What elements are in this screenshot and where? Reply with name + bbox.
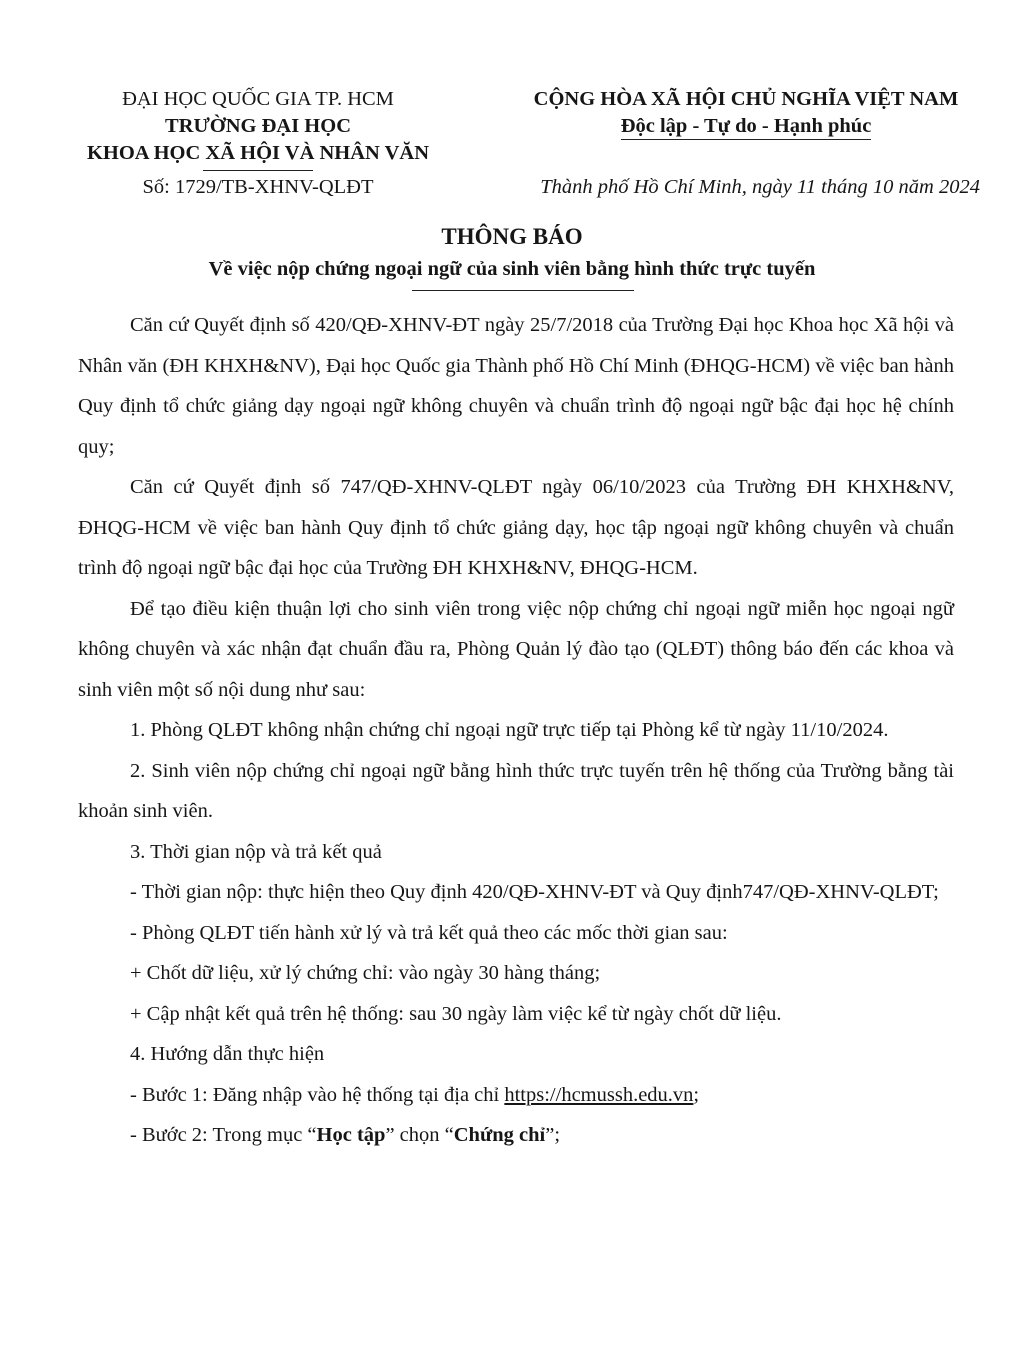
item-3-cutoff: + Chốt dữ liệu, xử lý chứng chỉ: vào ngày 30 hàng tháng;: [130, 962, 601, 984]
national-header-block: [506, 86, 986, 140]
document-subtitle: Về việc nộp chứng ngoại ngữ của sinh viên bằng hình thức trực tuyến: [208, 258, 816, 280]
agency-line-3: KHOA HỌC XÃ HỘI VÀ NHÂN VĂN: [86, 142, 430, 164]
paragraph-basis-420: Căn cứ Quyết định số 420/QĐ-XHNV-ĐT ngày 25/7/2018 của Trường Đại học Khoa học Xã hội và Nhân văn (ĐH KHXH&NV), Đại học Quốc gia Thành phố Hồ Chí Minh (ĐHQG-HCM) về việc ban hành Quy định tổ chức giảng dạy ngoại ngữ không chuyên và chuẩn trình độ ngoại ngữ bậc đại học hệ chính quy;: [78, 314, 954, 458]
agency-underline: [203, 170, 313, 171]
portal-link[interactable]: https://hcmussh.edu.vn: [504, 1083, 694, 1106]
document-body: [78, 305, 954, 1156]
step-2: - Bước 2: Trong mục “Học tập” chọn “Chứng chỉ”;: [130, 1124, 561, 1146]
menu-chung-chi: Chứng chỉ: [453, 1124, 546, 1146]
place-date: Thành phố Hồ Chí Minh, ngày 11 tháng 10 năm 2024: [540, 176, 980, 198]
item-4: 4. Hướng dẫn thực hiện: [130, 1043, 325, 1065]
menu-hoc-tap: Học tập: [316, 1124, 386, 1146]
issuing-agency-block: [62, 86, 454, 171]
item-3-update: + Cập nhật kết quả trên hệ thống: sau 30 ngày làm việc kể từ ngày chốt dữ liệu.: [130, 1002, 782, 1025]
title-divider: [412, 290, 634, 291]
item-3: 3. Thời gian nộp và trả kết quả: [130, 840, 382, 863]
item-1: 1. Phòng QLĐT không nhận chứng chỉ ngoại ngữ trực tiếp tại Phòng kể từ ngày 11/10/2024.: [130, 719, 889, 741]
agency-line-2: TRƯỜNG ĐẠI HỌC: [164, 115, 352, 137]
document-title: THÔNG BÁO: [441, 224, 583, 249]
national-title: CỘNG HÒA XÃ HỘI CHỦ NGHĨA VIỆT NAM: [533, 88, 959, 110]
agency-line-1: ĐẠI HỌC QUỐC GIA TP. HCM: [122, 88, 394, 110]
document-number: Số: 1729/TB-XHNV-QLĐT: [142, 176, 374, 198]
national-motto: Độc lập - Tự do - Hạnh phúc: [621, 114, 872, 140]
item-2: 2. Sinh viên nộp chứng chỉ ngoại ngữ bằng hình thức trực tuyến trên hệ thống của Trường bằng tài khoản sinh viên.: [78, 759, 954, 822]
paragraph-basis-747: Căn cứ Quyết định số 747/QĐ-XHNV-QLĐT ngày 06/10/2023 của Trường ĐH KHXH&NV, ĐHQG-HCM về việc ban hành Quy định tổ chức giảng dạy, học tập ngoại ngữ không chuyên và chuẩn trình độ ngoại ngữ bậc đại học của Trường ĐH KHXH&NV, ĐHQG-HCM.: [78, 476, 954, 579]
step-1: - Bước 1: Đăng nhập vào hệ thống tại địa chỉ https://hcmussh.edu.vn;: [130, 1083, 700, 1106]
item-3-submission-time: - Thời gian nộp: thực hiện theo Quy định 420/QĐ-XHNV-ĐT và Quy định747/QĐ-XHNV-QLĐT;: [130, 881, 939, 903]
paragraph-purpose: Để tạo điều kiện thuận lợi cho sinh viên trong việc nộp chứng chỉ ngoại ngữ miễn học ngoại ngữ không chuyên và xác nhận đạt chuẩn đầu ra, Phòng Quản lý đào tạo (QLĐT) thông báo đến các khoa và sinh viên một số nội dung như sau:: [78, 597, 954, 701]
item-3-processing: - Phòng QLĐT tiến hành xử lý và trả kết quả theo các mốc thời gian sau:: [130, 921, 728, 944]
